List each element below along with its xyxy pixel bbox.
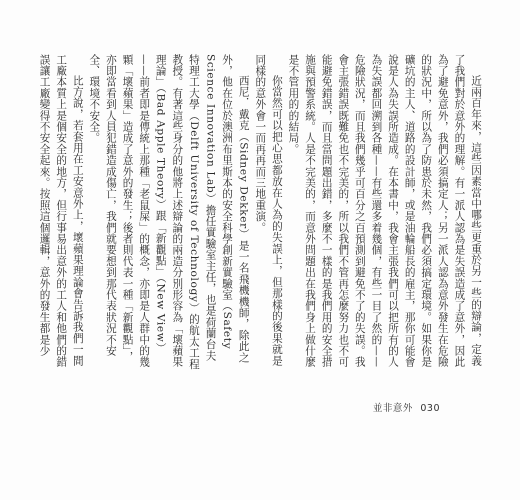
- paragraph-2: 你當然可以把心思都放在人為的失誤上，但那樣的後果就是同樣的意外會一而再再而三地重演。: [254, 54, 283, 367]
- page-footer: [369, 400, 440, 414]
- paragraph-3: 西尼．戴克（Sidney Dekker）是一名飛機機師，除此之外，他在位於澳洲布里斯本的安全科學創新實驗室（Safety Science Innovation Lab）擔任實驗室主任，也是荷蘭台夫特理工大學（Delft University of Technology）的航太工程教授。有著這些身分的他將上述辯論的兩造分別形容為「壞蘋果理論」（Bad Apple Theory）跟「新觀點」（New View）——前者即是傳統上那種「老鼠屎」的概念，亦即是人群中的幾顆「壞蘋果」造成了意外的發生；後者則代表一種「新觀點」，亦即當看到人員犯錯造成傷亡，我們就要想到那代表狀況不安全、環境不安全。: [88, 54, 250, 370]
- page-number: 030: [420, 403, 440, 414]
- paragraph-4: 比方說，若套用在工安意外上，壞蘋果理論會告訴我們一間工廠本質上是個安全的地方，但行事易出意外的工人和他們的錯誤讓工廠變得不安全起來。按照這個邏輯，意外的發生都是少: [38, 54, 84, 368]
- running-title: 並非意外: [372, 403, 413, 414]
- paragraph-1: 近兩百年來，這些因素當中哪些更重於另一些的辯論，定義了我們對於意外的理解。有一派人認為是失誤造成了意外，因此為了避免意外，我們必須搞定人；另一派人認為意外發生在危險的狀況中，所以為了防患於未然，我們必須搞定環境。如果你是礦坑的主人、道路的設計師，或是油輪船長的雇主，那你可能會說是人為失誤所造成。在本書中，我會主張我們可以把所有的人為失誤都回溯到各種——有些還多着幾個，有些一目了然的——危險狀況，而且我們幾乎可百分之百預測到避免不了的失誤。我會主張錯誤既難免也不完美的，所以我們不管再怎麼努力也不可能避免錯誤，而且當問題出錯，多麼不一樣的是我們用的安全措施與預警系統。人是不完美的，而意外問題出在我們身上做什麼是不管用的的結局。: [287, 54, 482, 368]
- body-text: [38, 54, 484, 372]
